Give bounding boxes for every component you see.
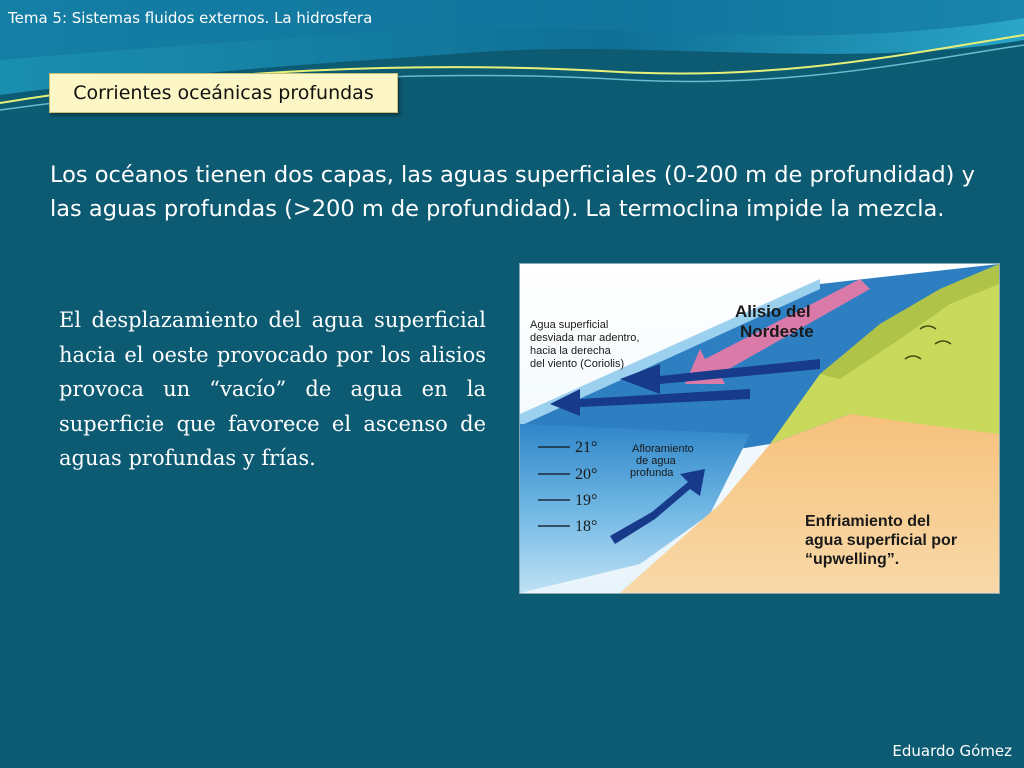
surface-label-line3: hacia la derecha: [530, 345, 611, 357]
temperature-label: 19°: [575, 492, 598, 509]
cooling-label-line1: Enfriamiento del: [805, 513, 931, 530]
upwelling-label-line3: profunda: [630, 467, 674, 479]
surface-label-line1: Agua superficial: [530, 319, 609, 331]
temperature-label: 21°: [575, 439, 598, 456]
cooling-label-line2: agua superficial por: [805, 532, 958, 549]
upwelling-label-line2: de agua: [636, 455, 676, 467]
wind-label-line1: Alisio del: [735, 302, 811, 321]
temperature-label: 18°: [575, 518, 598, 535]
intro-paragraph: Los océanos tienen dos capas, las aguas superficiales (0-200 m de profundidad) y las aguas profundas (>200 m de profundidad). La termoclina impide la mezcla.: [50, 162, 975, 222]
temperature-label: 20°: [575, 466, 598, 483]
course-title: Tema 5: Sistemas fluidos externos. La hidrosfera: [8, 9, 373, 27]
upwelling-label-line1: Afloramiento: [632, 443, 694, 455]
surface-label-line2: desviada mar adentro,: [530, 332, 640, 344]
body-paragraph: El desplazamiento del agua superficial hacia el oeste provocado por los alisios provoca un “vacío” de agua en la superficie que favorece el ascenso de aguas profundas y frías.: [59, 308, 486, 470]
cooling-label-line3: “upwelling”.: [805, 551, 900, 568]
upwelling-diagram: [519, 263, 1000, 594]
surface-label-line4: del viento (Coriolis): [530, 358, 625, 370]
slide-title: Corrientes oceánicas profundas: [49, 73, 398, 113]
wind-label-line2: Nordeste: [740, 322, 814, 341]
author-name: Eduardo Gómez: [892, 742, 1012, 760]
